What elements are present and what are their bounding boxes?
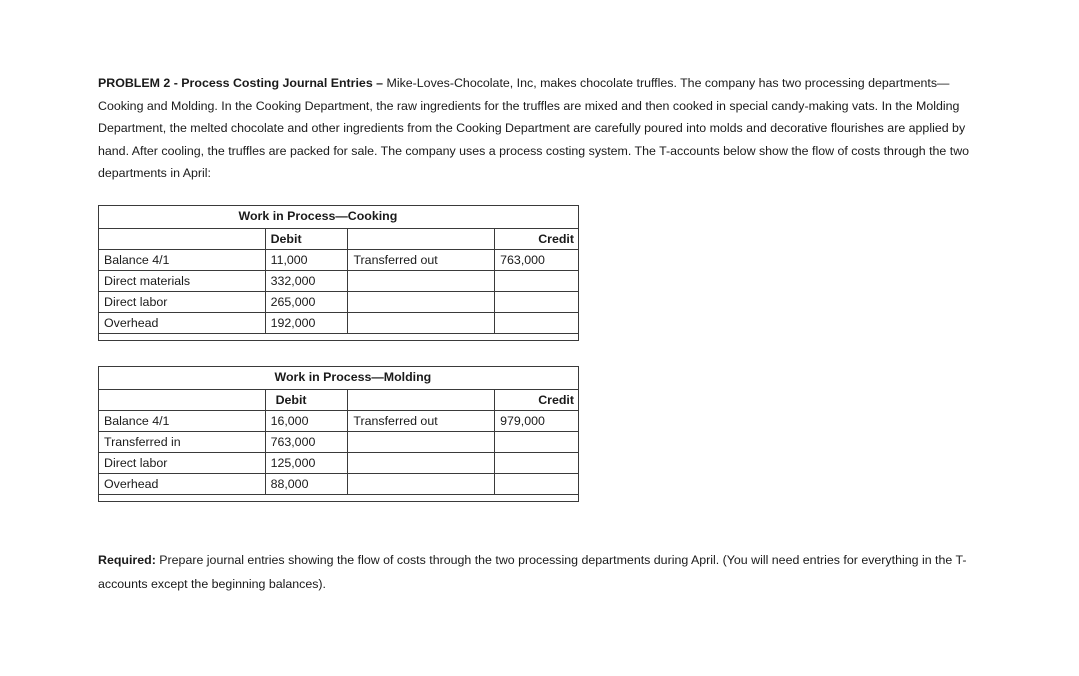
molding-title: Work in Process—Molding [274,370,432,385]
row-label: Direct labor [99,452,266,473]
debit-amount: 265,000 [265,291,348,312]
cooking-credit-header: Credit [495,228,579,249]
credit-amount [495,270,579,291]
molding-credit-header: Credit [495,389,579,410]
row-label: Overhead [99,473,266,494]
table-row [99,473,579,494]
credit-amount [495,452,579,473]
debit-amount: 763,000 [265,431,348,452]
credit-amount [495,312,579,333]
problem-heading: PROBLEM 2 - Process Costing Journal Entries – [98,76,384,90]
credit-amount: 979,000 [495,410,579,431]
required-text: Prepare journal entries showing the flow of costs through the two processing departments during April. (You will need entries for everything in the T-accounts except the beginning balances). [98,553,967,591]
debit-amount: 332,000 [265,270,348,291]
credit-label [348,291,495,312]
row-label: Overhead [99,312,266,333]
cooking-debit-header: Debit [265,228,348,249]
credit-label [348,312,495,333]
credit-amount [495,291,579,312]
debit-amount: 192,000 [265,312,348,333]
molding-debit-header: Debit [265,389,348,410]
problem-intro [98,72,978,185]
table-row [99,452,579,473]
row-label: Balance 4/1 [99,410,266,431]
row-label: Balance 4/1 [99,249,266,270]
cooking-head-blank [99,228,266,249]
cooking-title: Work in Process—Cooking [238,209,398,224]
credit-amount: 763,000 [495,249,579,270]
cooking-head-blank-2 [348,228,495,249]
credit-label: Transferred out [348,249,495,270]
debit-amount: 11,000 [265,249,348,270]
required-label: Required: [98,553,156,567]
table-row [99,249,579,270]
table-row [99,431,579,452]
table-row [99,410,579,431]
credit-label [348,473,495,494]
molding-head-blank [99,389,266,410]
problem-text: Mike-Loves-Chocolate, Inc, makes chocolate truffles. The company has two processing departments—Cooking and Molding. In the Cooking Department, the raw ingredients for the truffles are mixed and then cooked in special candy-making vats. In the Molding Department, the melted chocolate and other ingredients from the Cooking Department are carefully poured into molds and decorative flourishes are applied by hand. After cooling, the truffles are packed for sale. The company uses a process costing system. The T-accounts below show the flow of costs through the two departments in April: [98,76,970,181]
credit-label [348,452,495,473]
table-row [99,270,579,291]
debit-amount: 88,000 [265,473,348,494]
table-row [99,312,579,333]
table-row [99,291,579,312]
credit-amount [495,431,579,452]
required-instructions [98,548,978,596]
molding-head-blank-2 [348,389,495,410]
credit-label: Transferred out [348,410,495,431]
debit-amount: 16,000 [265,410,348,431]
molding-t-account [98,366,579,495]
credit-amount [495,473,579,494]
row-label: Direct labor [99,291,266,312]
row-label: Transferred in [99,431,266,452]
debit-amount: 125,000 [265,452,348,473]
credit-label [348,270,495,291]
cooking-t-account [98,205,579,334]
credit-label [348,431,495,452]
row-label: Direct materials [99,270,266,291]
